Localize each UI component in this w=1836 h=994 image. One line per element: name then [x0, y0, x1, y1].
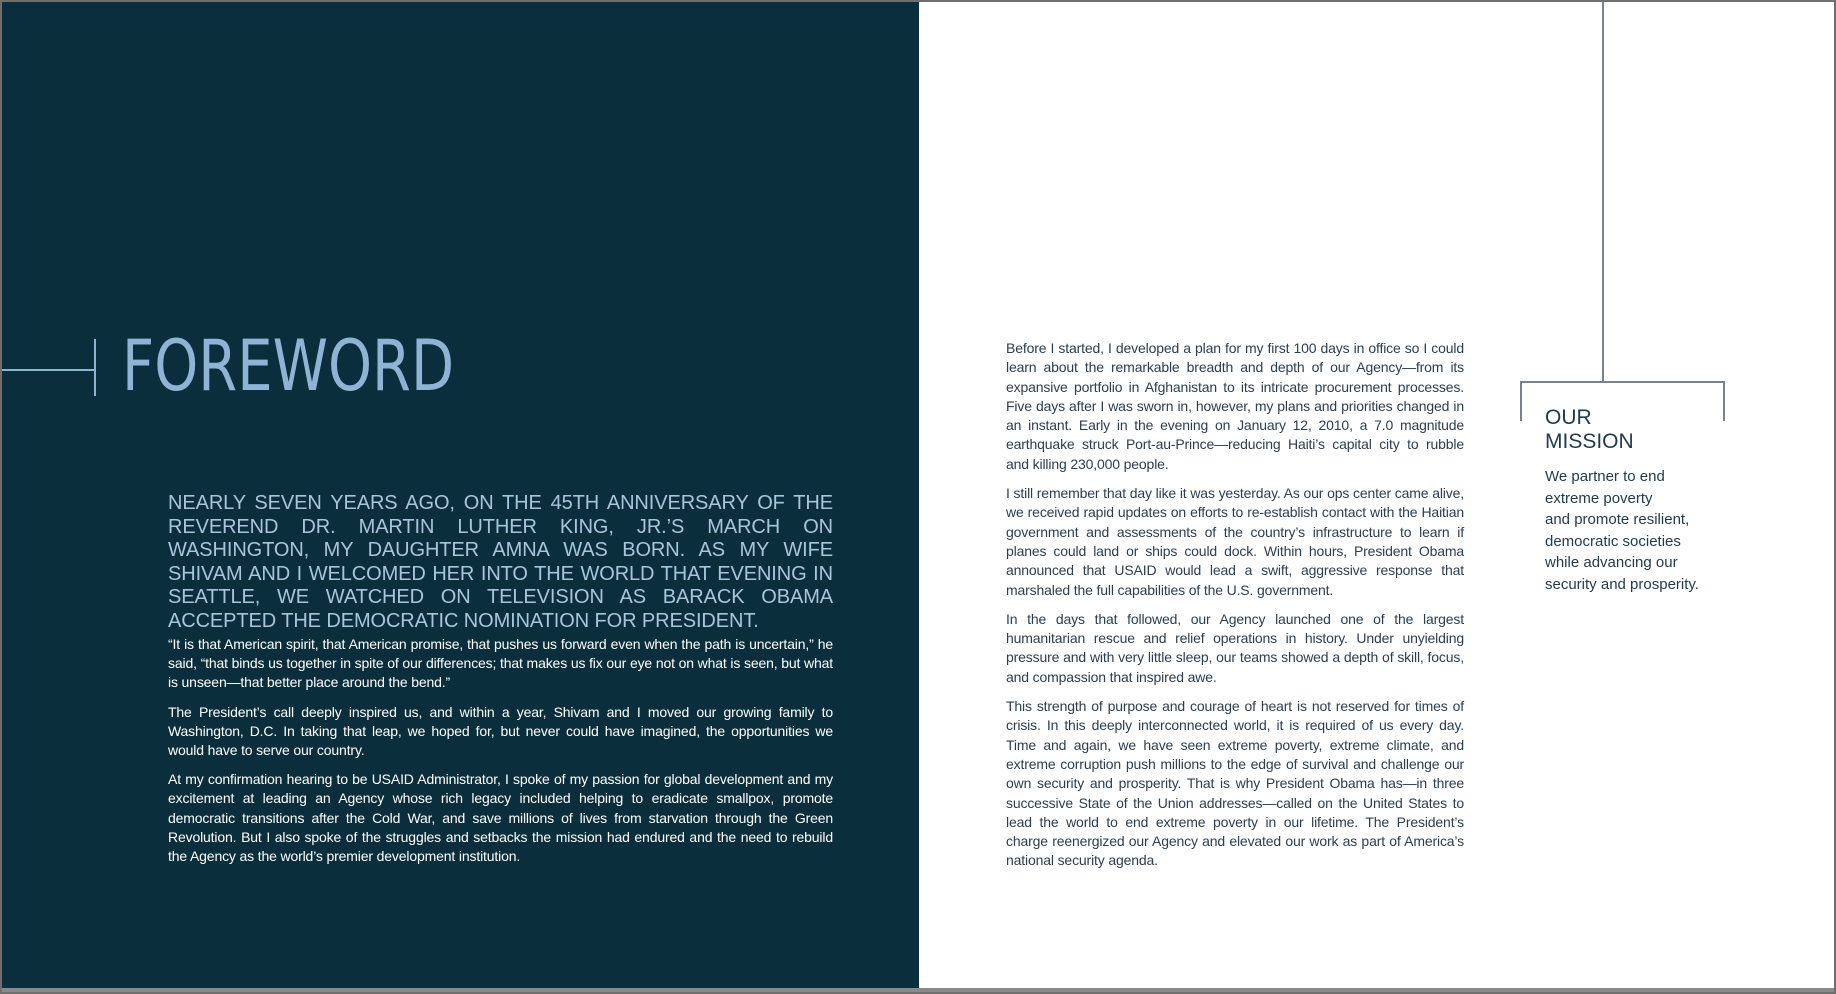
body-paragraph: In the days that followed, our Agency launched one of the largest humanitarian rescue and relief operations in history. Under unyielding pressure and with very little sleep, our teams showed a depth of skill, focus, and compassion that inspired awe.: [1006, 610, 1464, 685]
mission-heading: [1545, 406, 1715, 454]
mission-box-left-rule: [1520, 381, 1522, 421]
mission-box-top-rule: [1520, 381, 1725, 383]
body-paragraph: Before I started, I developed a plan for my first 100 days in office so I could learn about the remarkable breadth and depth of our Agency—from its expansive portfolio in Afghanistan to its intricate procurement processes. Five days after I was sworn in, however, my plans and priorities changed in an instant. Early in the evening on January 12, 2010, a 7.0 magnitude earthquake struck Port-au-Prince—reducing Haiti’s capital city to rubble and killing 230,000 people.: [1006, 340, 1464, 472]
right-body-text: [1006, 339, 1464, 881]
page-bottom-edge: [2, 988, 1836, 992]
heading-rule-horizontal: [2, 369, 94, 371]
mission-heading-line: MISSION: [1545, 430, 1634, 453]
intro-paragraph: NEARLY SEVEN YEARS AGO, ON THE 45TH ANNIVERSARY OF THE REVEREND DR. MARTIN LUTHER KING, JR.’S MARCH ON WASHINGTON, MY DAUGHTER AMNA WAS BORN. AS MY WIFE SHIVAM AND I WELCOMED HER INTO THE WORLD THAT EVENING IN SEATTLE, WE WATCHED ON TELEVISION AS BARACK OBAMA ACCEPTED THE DEMOCRATIC NOMINATION FOR PRESIDENT.: [168, 492, 833, 632]
mission-box-right-rule: [1723, 381, 1725, 421]
left-body-text: [168, 635, 833, 876]
mission-line: extreme poverty: [1545, 489, 1653, 507]
left-page: [2, 2, 919, 994]
mission-line: We partner to end: [1545, 468, 1665, 485]
mission-line: security and prosperity.: [1545, 575, 1699, 593]
body-paragraph: I still remember that day like it was yesterday. As our ops center came alive, we received rapid updates on efforts to re-establish contact with the Haitian government and assessments of the country’s infrastructure to learn if planes could land or ships could dock. Within hours, President Obama announced that USAID would lead a swift, aggressive response that marshaled the full capabilities of the U.S. government.: [1006, 485, 1464, 598]
mission-connector-line: [1602, 2, 1604, 383]
mission-statement: [1545, 466, 1725, 595]
body-paragraph: The President’s call deeply inspired us, and within a year, Shivam and I moved our growing family to Washington, D.C. In taking that leap, we hoped for, but never could have imagined, the opportunities we would have to serve our country.: [168, 703, 833, 759]
quote-paragraph: “It is that American spirit, that American promise, that pushes us forward even when the path is uncertain,” he said, “that binds us together in spite of our differences; that makes us fix our eye not on what is seen, but what is unseen—that better place around the bend.”: [168, 636, 833, 691]
mission-line: democratic societies: [1545, 532, 1681, 550]
mission-line: and promote resilient,: [1545, 511, 1690, 528]
mission-line: while advancing our: [1545, 554, 1678, 571]
body-paragraph: At my confirmation hearing to be USAID Administrator, I spoke of my passion for global development and my excitement at leading an Agency whose rich legacy included helping to eradicate smallpox, promote democratic transitions after the Cold War, and save millions of lives from starvation through the Green Revolution. But I also spoke of the struggles and setbacks the mission had endured and the need to rebuild the Agency as the world’s premier development institution.: [168, 771, 833, 865]
mission-heading-line: OUR: [1545, 406, 1592, 429]
heading-rule-vertical: [94, 339, 96, 396]
body-paragraph: This strength of purpose and courage of heart is not reserved for times of crisis. In this deeply interconnected world, it is required of us every day. Time and again, we have seen extreme poverty, extreme climate, and extreme corruption push millions to the edge of survival and challenge our own security and prosperity. That is why President Obama has—in three successive State of the Union addresses—called on the United States to lead the world to end extreme poverty in our lifetime. The President’s charge reenergized our Agency and elevated our work as part of America’s national security agenda.: [1006, 698, 1464, 869]
page-title: FOREWORD: [122, 325, 455, 407]
